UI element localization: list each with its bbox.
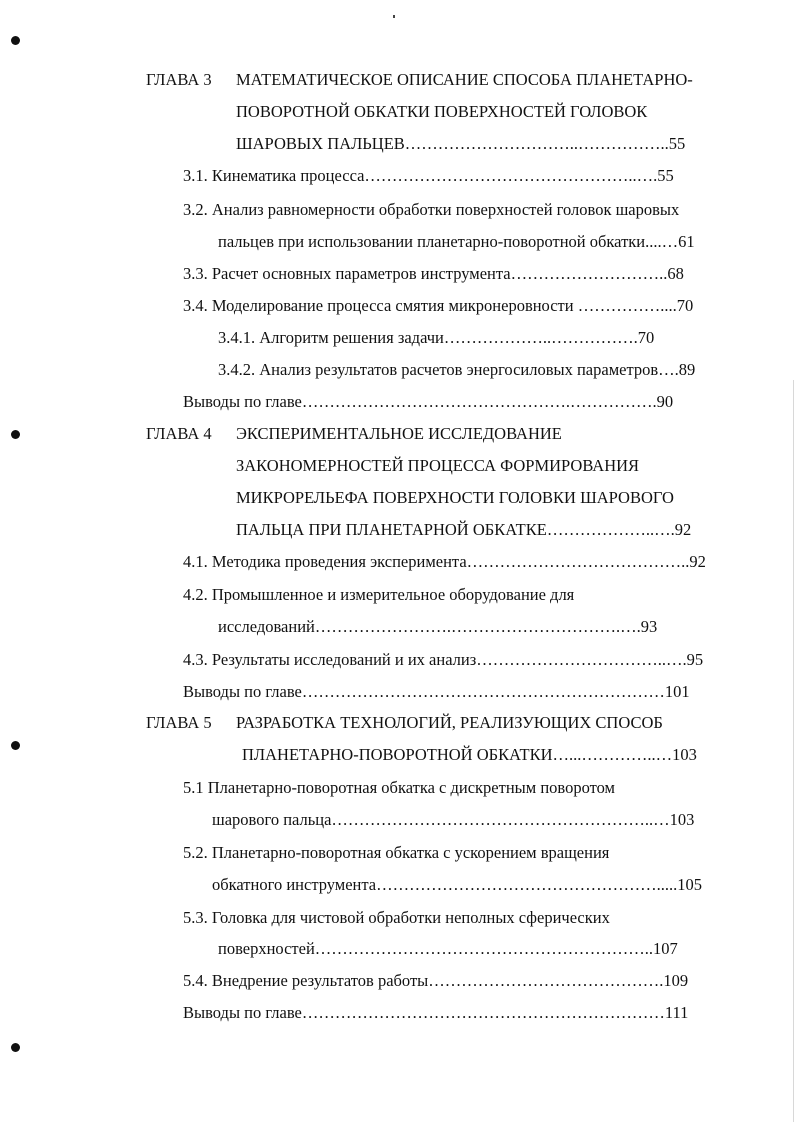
hole-punch-3 [11, 741, 20, 750]
chapter-4-title-line-2: ЗАКОНОМЕРНОСТЕЙ ПРОЦЕССА ФОРМИРОВАНИЯ [236, 456, 640, 475]
chapter-5-title-line-1: РАЗРАБОТКА ТЕХНОЛОГИЙ, РЕАЛИЗУЮЩИХ СПОСОБ [236, 713, 663, 732]
chapter-3-title-line-1: МАТЕМАТИЧЕСКОЕ ОПИСАНИЕ СПОСОБА ПЛАНЕТАРНО- [236, 70, 693, 89]
toc-entry-5-3-line-1: 5.3. Головка для чистовой обработки неполных сферических [183, 908, 610, 927]
chapter-3-title-line-2: ПОВОРОТНОЙ ОБКАТКИ ПОВЕРХНОСТЕЙ ГОЛОВОК [236, 102, 648, 121]
toc-entry-3-4-1: 3.4.1. Алгоритм решения задачи………………..…………….70 [218, 328, 655, 347]
toc-entry-3-2-line-2: пальцев при использовании планетарно-поворотной обкатки....…61 [218, 232, 695, 251]
scan-speck [393, 15, 395, 18]
toc-entry-3-4: 3.4. Моделирование процесса смятия микронеровности ……………....70 [183, 296, 694, 315]
toc-entry-3-4-2: 3.4.2. Анализ результатов расчетов энергосиловых параметров….89 [218, 360, 696, 379]
toc-entry-3-2-line-1: 3.2. Анализ равномерности обработки поверхностей головок шаровых [183, 200, 680, 219]
toc-entry-4-1: 4.1. Методика проведения эксперимента…………………………………..92 [183, 552, 706, 571]
hole-punch-1 [11, 36, 20, 45]
toc-entry-ch4-conclusions: Выводы по главе…………………………………………………………101 [183, 682, 690, 701]
toc-entry-4-2-line-2: исследований…………………….………………………….….93 [218, 617, 658, 636]
toc-entry-5-1-line-1: 5.1 Планетарно-поворотная обкатка с дискретным поворотом [183, 778, 615, 797]
toc-entry-ch5-conclusions: Выводы по главе…………………………………………………………111 [183, 1003, 689, 1022]
chapter-5-title-line-2: ПЛАНЕТАРНО-ПОВОРОТНОЙ ОБКАТКИ…...…………..…103 [242, 745, 697, 764]
toc-entry-5-4: 5.4. Внедрение результатов работы…………………………………….109 [183, 971, 689, 990]
chapter-3-title-line-3: ШАРОВЫХ ПАЛЬЦЕВ…………………………..……………..55 [236, 134, 686, 153]
toc-entry-5-3-line-2: поверхностей……………………………………………………..107 [218, 939, 678, 958]
toc-entry-ch3-conclusions: Выводы по главе………………………………………….…………….90 [183, 392, 674, 411]
toc-entry-5-2-line-1: 5.2. Планетарно-поворотная обкатка с ускорением вращения [183, 843, 610, 862]
toc-entry-4-3: 4.3. Результаты исследований и их анализ……………………………..….95 [183, 650, 704, 669]
toc-entry-5-1-line-2: шарового пальца…………………………………………………..…103 [212, 810, 695, 829]
chapter-4-title-line-1: ЭКСПЕРИМЕНТАЛЬНОЕ ИССЛЕДОВАНИЕ [236, 424, 562, 443]
chapter-4-title-line-4: ПАЛЬЦА ПРИ ПЛАНЕТАРНОЙ ОБКАТКЕ………………..….92 [236, 520, 692, 539]
chapter-4-title-line-3: МИКРОРЕЛЬЕФА ПОВЕРХНОСТИ ГОЛОВКИ ШАРОВОГО [236, 488, 674, 507]
hole-punch-2 [11, 430, 20, 439]
toc-entry-3-3: 3.3. Расчет основных параметров инструмента………………………..68 [183, 264, 684, 283]
chapter-3-label: ГЛАВА 3 [146, 70, 212, 89]
toc-entry-3-1: 3.1. Кинематика процесса…………………………………………..….55 [183, 166, 674, 185]
chapter-4-label: ГЛАВА 4 [146, 424, 212, 443]
chapter-5-label: ГЛАВА 5 [146, 713, 212, 732]
toc-entry-4-2-line-1: 4.2. Промышленное и измерительное оборудование для [183, 585, 575, 604]
toc-entry-5-2-line-2: обкатного инструмента…………………………………………….....105 [212, 875, 702, 894]
hole-punch-4 [11, 1043, 20, 1052]
